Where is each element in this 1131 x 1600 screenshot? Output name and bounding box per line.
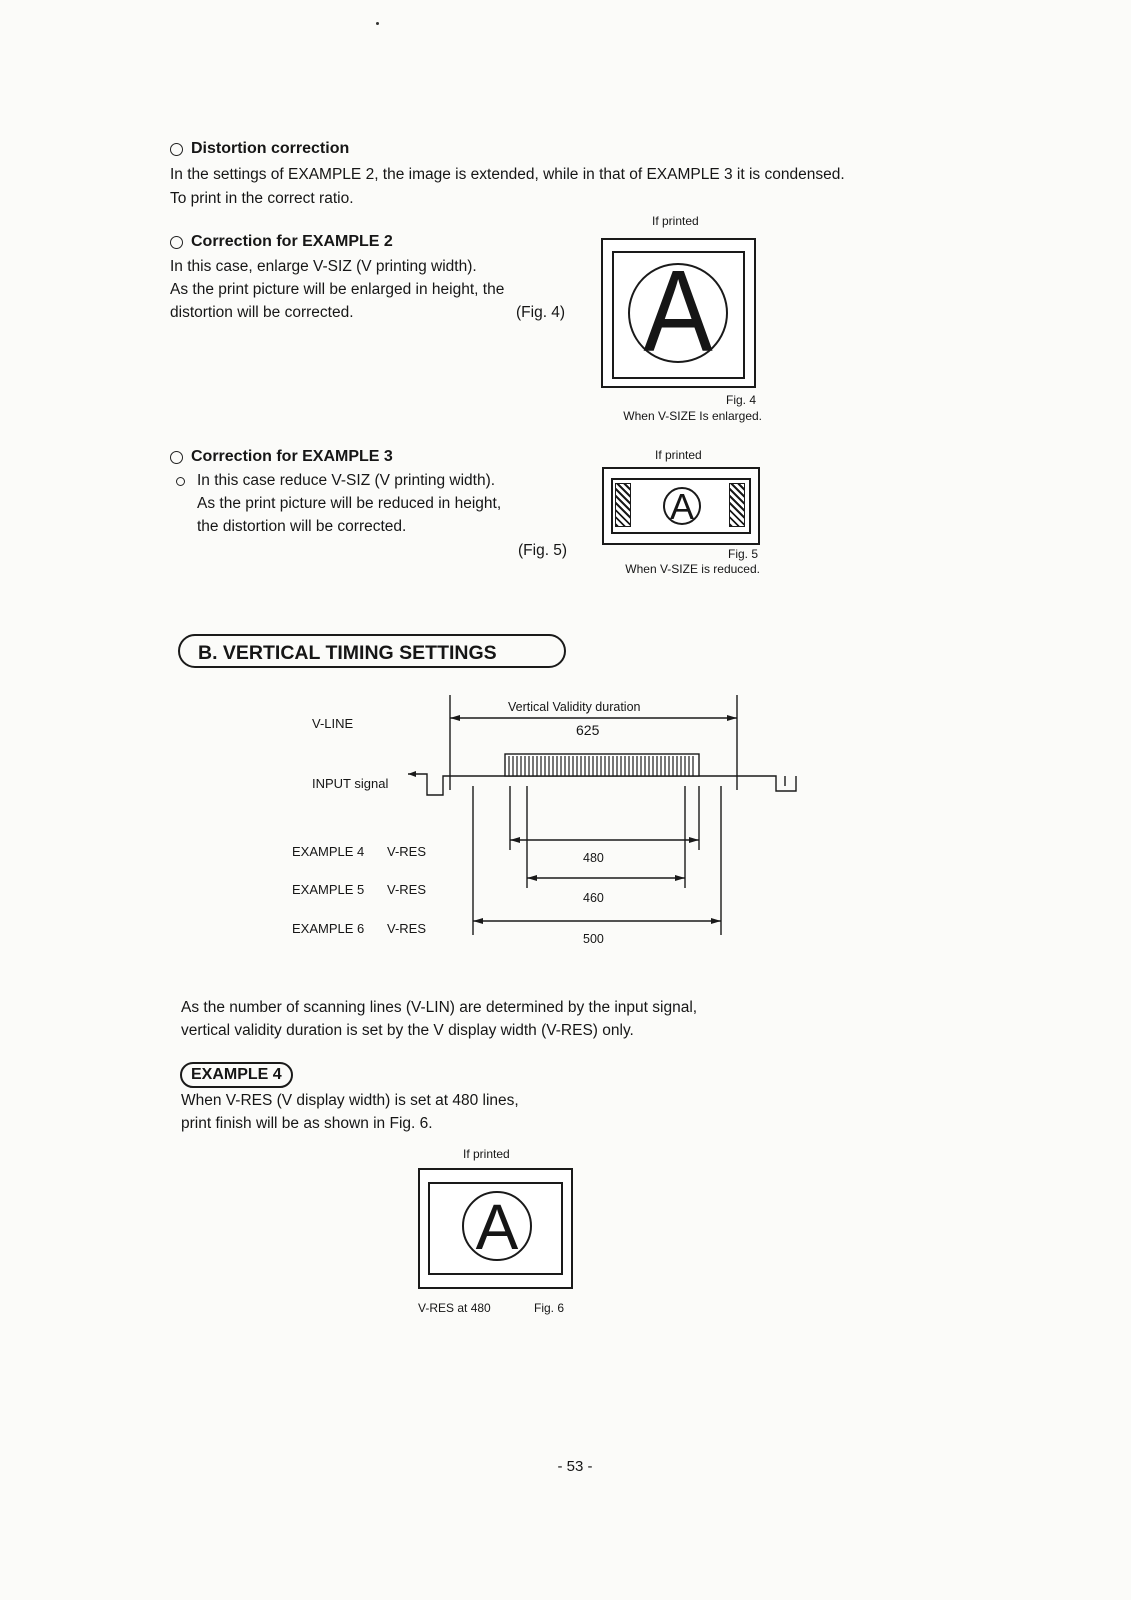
correction2-line-1: In this case, enlarge V-SIZ (V printing width). bbox=[170, 258, 477, 275]
circle-bullet-icon bbox=[170, 143, 183, 156]
fig4-caption: When V-SIZE Is enlarged. bbox=[623, 409, 762, 423]
fig4-top-caption: If printed bbox=[652, 214, 699, 228]
correction3-body bbox=[197, 469, 501, 538]
correction2-fig-ref: (Fig. 4) bbox=[516, 304, 566, 321]
example4-line-1: When V-RES (V display width) is set at 480 lines, bbox=[181, 1092, 519, 1109]
correction3-heading-text: Correction for EXAMPLE 3 bbox=[191, 448, 393, 465]
fig5-circle bbox=[663, 487, 701, 525]
distortion-heading-text: Distortion correction bbox=[191, 140, 350, 157]
example4-line-2: print finish will be as shown in Fig. 6. bbox=[181, 1115, 433, 1132]
fig6-circle bbox=[462, 1191, 532, 1261]
section-b-title: B. VERTICAL TIMING SETTINGS bbox=[178, 634, 566, 668]
circle-bullet-icon bbox=[170, 451, 183, 464]
fig6-letter: A bbox=[475, 1191, 519, 1263]
example4-row-label: EXAMPLE 4 bbox=[292, 844, 365, 859]
fig4-label: Fig. 4 bbox=[725, 393, 756, 407]
example5-row-param: V-RES bbox=[387, 882, 427, 897]
correction2-heading bbox=[170, 233, 393, 251]
vline-label: V-LINE bbox=[312, 716, 354, 731]
example4-badge: EXAMPLE 4 bbox=[180, 1062, 293, 1088]
fig6-image-area bbox=[428, 1182, 563, 1275]
fig6-label: Fig. 6 bbox=[534, 1301, 565, 1315]
circle-bullet-icon bbox=[170, 236, 183, 249]
fig4-image-area bbox=[612, 247, 745, 379]
example5-row-label: EXAMPLE 5 bbox=[292, 882, 365, 897]
fig6-print-frame bbox=[418, 1168, 573, 1289]
example4-row-value: 480 bbox=[583, 851, 604, 865]
example6-row-param: V-RES bbox=[387, 921, 427, 936]
fig5-caption: When V-SIZE is reduced. bbox=[625, 562, 760, 576]
correction2-line-3: distortion will be corrected. bbox=[170, 304, 354, 321]
scan-note-line-2: vertical validity duration is set by the V display width (V-RES) only. bbox=[181, 1022, 634, 1039]
example5-row-value: 460 bbox=[583, 891, 604, 905]
correction3-heading bbox=[170, 448, 393, 466]
correction3-line-1: In this case reduce V-SIZ (V printing width). bbox=[197, 472, 496, 489]
validity-label: Vertical Validity duration bbox=[508, 700, 641, 714]
correction2-heading-text: Correction for EXAMPLE 2 bbox=[191, 233, 393, 250]
correction3-fig-ref: (Fig. 5) bbox=[518, 542, 568, 559]
distortion-line-2: To print in the correct ratio. bbox=[170, 190, 354, 207]
correction3-line-3: the distortion will be corrected. bbox=[197, 518, 407, 535]
validity-value: 625 bbox=[576, 722, 600, 738]
fig4-letter: A bbox=[643, 247, 713, 377]
example6-row-value: 500 bbox=[583, 932, 604, 946]
distortion-line-1: In the settings of EXAMPLE 2, the image is extended, while in that of EXAMPLE 3 it is condensed. bbox=[170, 166, 845, 183]
fig5-left-hatch bbox=[615, 483, 631, 527]
small-circle-bullet-icon bbox=[176, 477, 185, 486]
fig4-circle bbox=[628, 247, 728, 377]
fig4-print-frame bbox=[601, 238, 756, 388]
fig5-image-area bbox=[611, 478, 751, 534]
fig5-label: Fig. 5 bbox=[727, 547, 758, 561]
scan-note-line-1: As the number of scanning lines (V-LIN) are determined by the input signal, bbox=[181, 999, 698, 1016]
print-speck bbox=[376, 22, 379, 25]
vertical-timing-diagram bbox=[280, 690, 800, 960]
fig6-caption: V-RES at 480 bbox=[418, 1301, 491, 1315]
fig6-top-caption: If printed bbox=[463, 1147, 510, 1161]
page-number: - 53 - bbox=[557, 1458, 593, 1475]
fig5-letter: A bbox=[669, 486, 694, 527]
fig5-print-frame bbox=[602, 467, 760, 545]
correction3-line-2: As the print picture will be reduced in height, bbox=[197, 495, 502, 512]
distortion-heading bbox=[170, 140, 349, 158]
fig5-top-caption: If printed bbox=[655, 448, 702, 462]
example6-row-label: EXAMPLE 6 bbox=[292, 921, 365, 936]
example4-row-param: V-RES bbox=[387, 844, 427, 859]
input-signal-label: INPUT signal bbox=[312, 776, 389, 791]
fig5-right-hatch bbox=[729, 483, 745, 527]
correction2-line-2: As the print picture will be enlarged in height, the bbox=[170, 281, 505, 298]
